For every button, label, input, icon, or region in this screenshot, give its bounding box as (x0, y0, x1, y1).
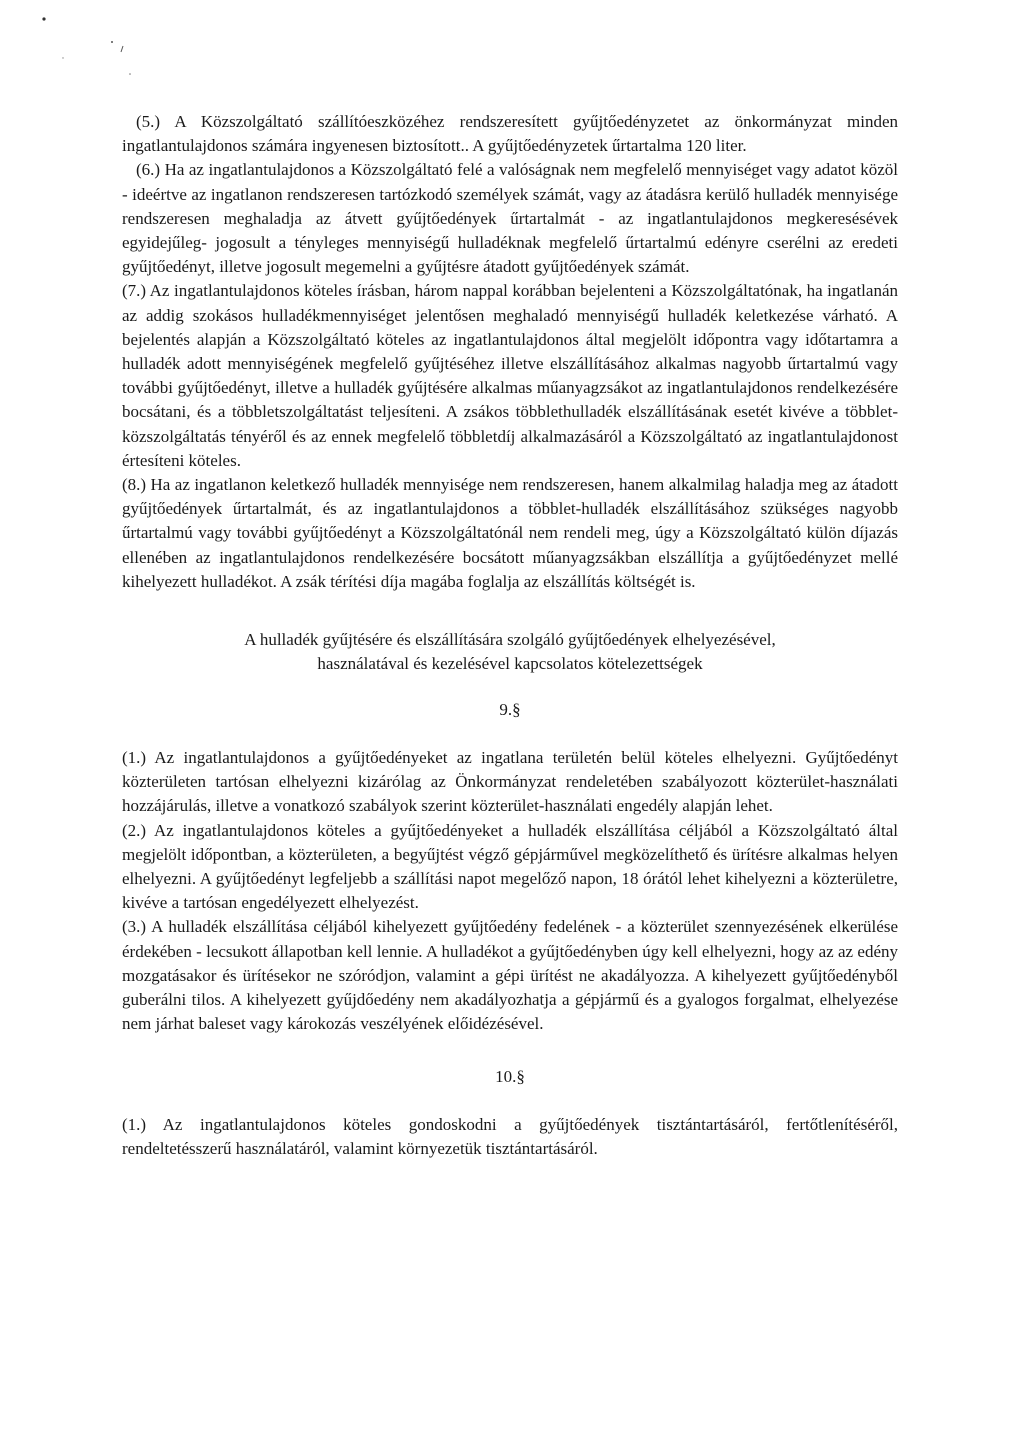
section-9-paragraph-1: (1.) Az ingatlantulajdonos a gyűjtőedényeket az ingatlana területén belül köteles elhelyezni. Gyűjtőedényt közterületen tartósan elhelyezni kizárólag az Önkormányzat rendeletében szabályozott közterület-használati hozzájárulás, illetve a vonatkozó szabályok szerint közterület-használati engedély alapján lehet. (122, 748, 898, 816)
scan-specks (0, 0, 200, 80)
section-9-title: 9.§ (499, 700, 521, 720)
paragraph-5: (5.) A Közszolgáltató szállítóeszközéhez rendszeresített gyűjtőedényzetet az önkormányzat minden ingatlantulajdonos számára ingyenesen biztosított.. A gyűjtőedényzetek űrtartalma 120 liter. (122, 112, 898, 156)
chapter-heading-line-1: A hulladék gyűjtésére és elszállítására szolgáló gyűjtőedények elhelyezésével, (244, 630, 776, 650)
section-9-paragraph-3: (3.) A hulladék elszállítása céljából kihelyezett gyűjtőedény fedelének - a közterület szennyezésének elkerülése érdekében - lecsukott állapotban kell lennie. A hulladékot a gyűjtőedényben úgy kell elhelyezni, hogy az az edény mozgatásakor és ürítésekor ne szóródjon, valamint a gépi ürítést ne akadályozza. A kihelyezett gyűjtőedényből guberálni tilos. A kihelyezett gyűjdőedény nem akadályozhatja a gépjármű és a gyalogos forgalmat, elhelyezése nem járhat baleset vagy károkozás veszélyének előidézésével. (122, 917, 898, 1034)
document-body (122, 110, 898, 1161)
chapter-heading-line-2: használatával és kezelésével kapcsolatos kötelezettségek (317, 654, 703, 674)
paragraph-7: (7.) Az ingatlantulajdonos köteles írásban, három nappal korábban bejelenteni a Közszolgáltatónak, ha ingatlanán az addig szokásos hulladékmennyiséget jelentősen meghaladó mennyiségű hulladék keletkezése várható. A bejelentés alapján a Közszolgáltató köteles az ingatlantulajdonos által megjelölt időpontra vagy időtartamra a hulladék adott mennyiségének megfelelő gyűjtéséhez illetve elszállításához alkalmas nagyobb űrtartalmú vagy további gyűjtőedényt, illetve a hulladék gyűjtésére alkalmas műanyagzsákot az ingatlantulajdonos rendelkezésére bocsátani, és a többletszolgáltatást teljesíteni. A zsákos többlethulladék elszállításának esetét kivéve a többlet-közszolgáltatás tényéről és az ennek megfelelő többletdíj alkalmazásáról a Közszolgáltató az ingatlantulajdonost értesíteni köteles. (122, 281, 898, 470)
section-9-paragraph-2: (2.) Az ingatlantulajdonos köteles a gyűjtőedényeket a hulladék elszállítása céljából a Közszolgáltató által megjelölt időpontban, a közterületen, a begyűjtést végző gépjárművel megközelíthető és ürítésre alkalmas helyen elhelyezni. A gyűjtőedényt legfeljebb a szállítási napot megelőző napon, 18 órától lehet kihelyezni a közterületre, kivéve a tartósan engedélyezett elhelyezést. (122, 820, 898, 913)
section-10-title: 10.§ (495, 1066, 525, 1086)
paragraph-6: (6.) Ha az ingatlantulajdonos a Közszolgáltató felé a valóságnak nem megfelelő mennyiséget vagy adatot közöl - ideértve az ingatlanon rendszeresen tartózkodó személyek számát, vagy az átadásra kerülő hulladék mennyisége rendszeresen meghaladja az átvett gyűjtőedények űrtartalmát - az ingatlantulajdonos megkeresésévek egyidejűleg- jogosult a tényleges mennyiségű hulladéknak megfelelő űrtartalmú edényre cserélni az eredeti gyűjtőedényt, illetve jogosult megemelni a gyűjtésre átadott gyűjtőedények számát. (122, 160, 898, 277)
chapter-heading (122, 628, 898, 676)
section-10-paragraph-1: (1.) Az ingatlantulajdonos köteles gondoskodni a gyűjtőedények tisztántartásáról, fertőtlenítéséről, rendeltetésszerű használatáról, valamint környezetük tisztántartásáról. (122, 1114, 898, 1158)
paragraph-8: (8.) Ha az ingatlanon keletkező hulladék mennyisége nem rendszeresen, hanem alkalmilag haladja meg az átadott gyűjtőedények űrtartalmát, és az ingatlantulajdonos a többlet-hulladék elszállításához szükséges nagyobb űrtartalmú vagy további gyűjtőedényt a Közszolgáltatónál nem rendeli meg, úgy a Közszolgáltató külön díjazás ellenében az ingatlantulajdonos rendelkezésére bocsátott műanyagzsákban elszállítja a gyűjtőedényzet mellé kihelyezett hulladékot. A zsák térítési díja magába foglalja az elszállítás költségét is. (122, 475, 898, 591)
